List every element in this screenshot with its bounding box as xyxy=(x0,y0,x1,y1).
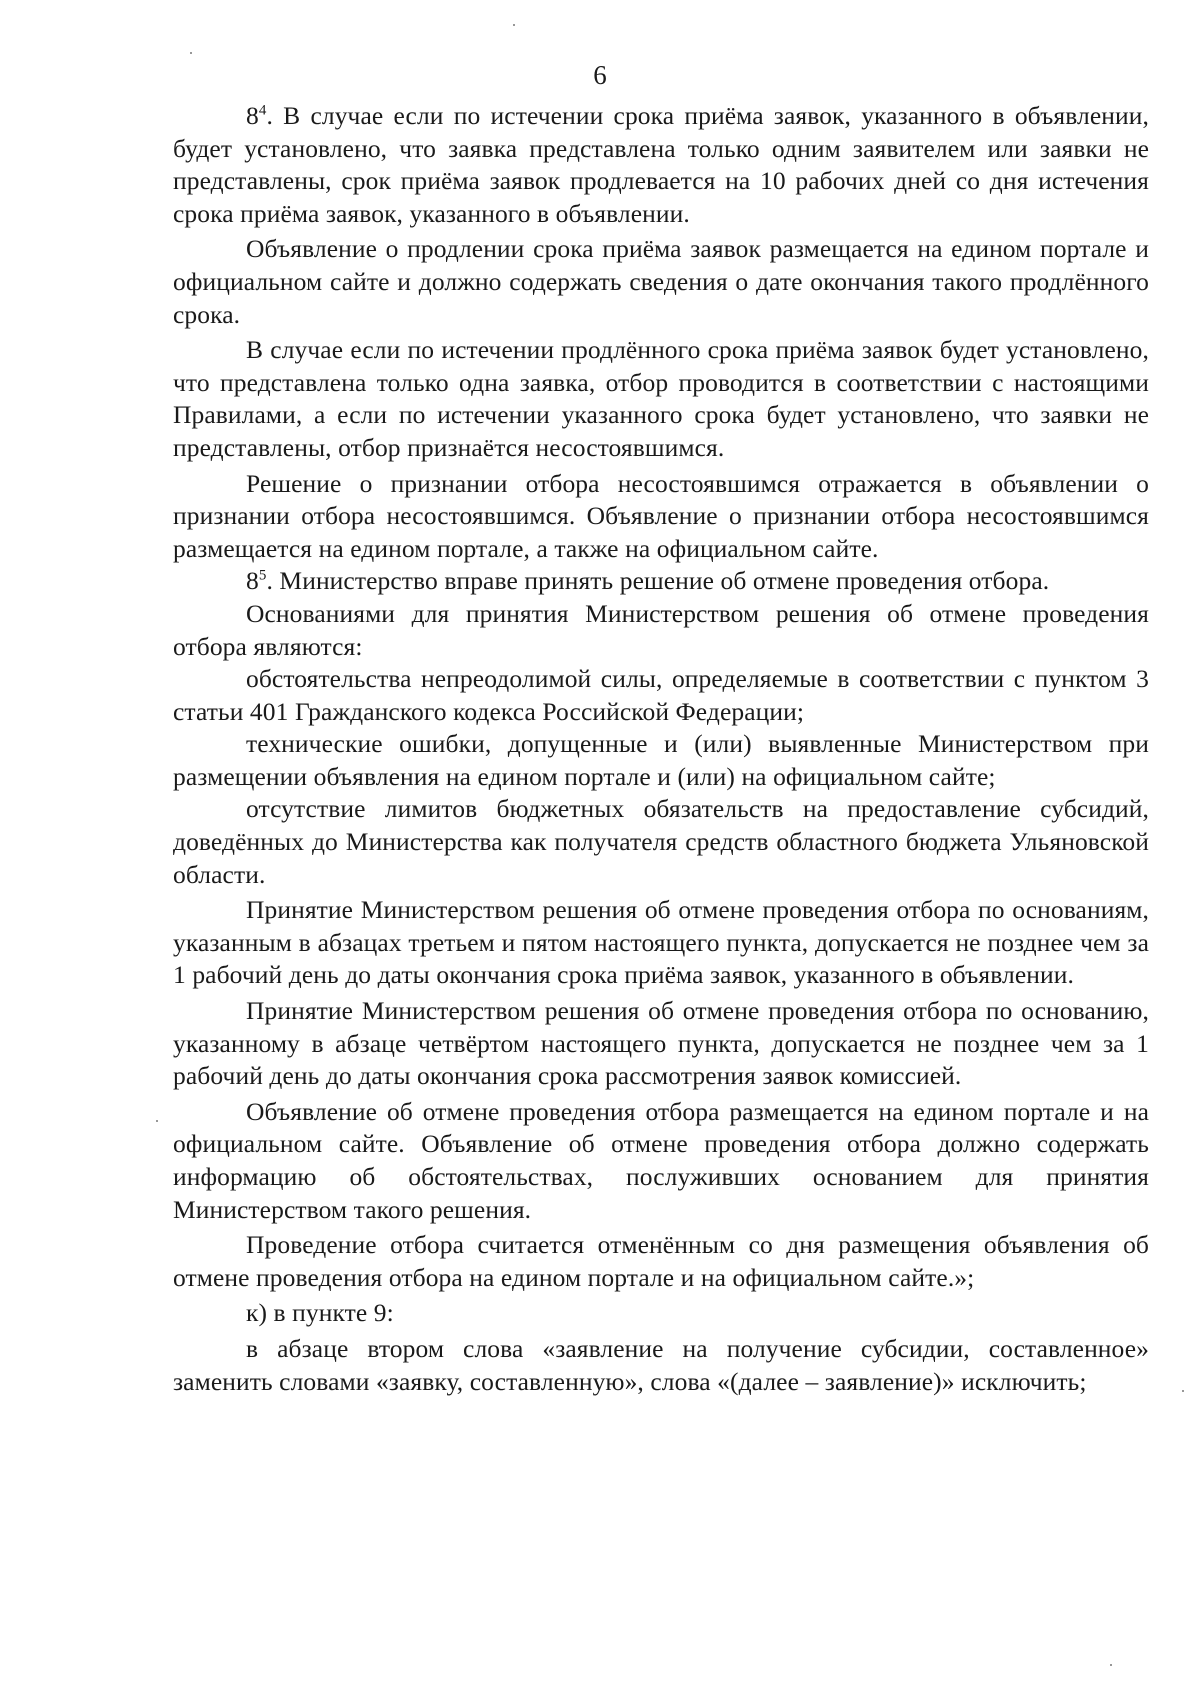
paragraph-deadline-first: Принятие Министерством решения об отмене проведения отбора по основаниям, указанным в абзацах третьем и пятом настоящего пункта, допускается не позднее чем за 1 рабочий день до даты окончания срока приёма заявок, указанного в объявлении. xyxy=(173,895,1149,990)
paragraph-8-4 xyxy=(173,100,1149,230)
paragraph-item-k: к) в пункте 9: xyxy=(246,1298,394,1328)
scan-speck xyxy=(1110,1664,1112,1666)
paragraph-failed-selection: Решение о признании отбора несостоявшимся отражается в объявлении о признании отбора несостоявшимся. Объявление о признании отбора несостоявшимся размещается на едином портале, а также на официальном сайте. xyxy=(173,468,1149,563)
clause-superscript: 5 xyxy=(258,567,267,584)
paragraph-cancellation-effective: Проведение отбора считается отменённым со дня размещения объявления об отмене проведения отбора на едином портале и на официальном сайте.»; xyxy=(173,1230,1149,1292)
paragraph-text: . Министерство вправе принять решение об отмене проведения отбора. xyxy=(266,566,1050,596)
document-body xyxy=(173,100,1149,1398)
clause-superscript: 4 xyxy=(258,102,267,119)
paragraph-extension-outcome: В случае если по истечении продлённого срока приёма заявок будет установлено, что представлена только одна заявка, отбор проводится в соответствии с настоящими Правилами, а если по истечении указанного срока будет установлено, что заявки не представлены, отбор признаётся несостоявшимся. xyxy=(173,335,1149,462)
paragraph-amendment: в абзаце втором слова «заявление на получение субсидии, составленное» заменить словами «заявку, составленную», слова «(далее – заявление)» исключить; xyxy=(173,1333,1149,1396)
paragraph-technical-errors: технические ошибки, допущенные и (или) выявленные Министерством при размещении объявления на едином портале и (или) на официальном сайте; xyxy=(173,729,1149,791)
clause-number: 8 xyxy=(246,566,259,596)
clause-number: 8 xyxy=(246,101,259,130)
paragraph-8-5 xyxy=(173,565,1149,598)
paragraph-force-majeure: обстоятельства непреодолимой силы, определяемые в соответствии с пунктом 3 статьи 401 Гражданского кодекса Российской Федерации; xyxy=(173,664,1149,726)
scan-speck xyxy=(156,1120,158,1122)
scan-speck xyxy=(513,24,515,26)
paragraph-deadline-second: Принятие Министерством решения об отмене проведения отбора по основанию, указанному в абзаце четвёртом настоящего пункта, допускается не позднее чем за 1 рабочий день до даты окончания срока рассмотрения заявок комиссией. xyxy=(173,996,1149,1091)
scan-speck xyxy=(1182,1390,1184,1392)
paragraph-extension-notice: Объявление о продлении срока приёма заявок размещается на едином портале и официальном сайте и должно содержать сведения о дате окончания такого продлённого срока. xyxy=(173,234,1149,329)
paragraph-text: . В случае если по истечении срока приёма заявок, указанного в объявлении, будет установлено, что заявка представлена только одним заявителем или заявки не представлены, срок приёма заявок продлевается на 10 рабочих дней со дня истечения срока приёма заявок, указанного в объявлении. xyxy=(173,101,1149,228)
scan-speck xyxy=(190,52,192,54)
paragraph-grounds: Основаниями для принятия Министерством решения об отмене проведения отбора являются: xyxy=(173,598,1149,661)
paragraph-cancellation-notice: Объявление об отмене проведения отбора размещается на едином портале и на официальном сайте. Объявление об отмене проведения отбора должно содержать информацию об обстоятельствах, послуживших основанием для принятия Министерством такого решения. xyxy=(173,1096,1149,1224)
page-number: 6 xyxy=(593,60,607,90)
paragraph-no-limits: отсутствие лимитов бюджетных обязательств на предоставление субсидий, доведённых до Министерства как получателя средств областного бюджета Ульяновской области. xyxy=(173,794,1149,889)
